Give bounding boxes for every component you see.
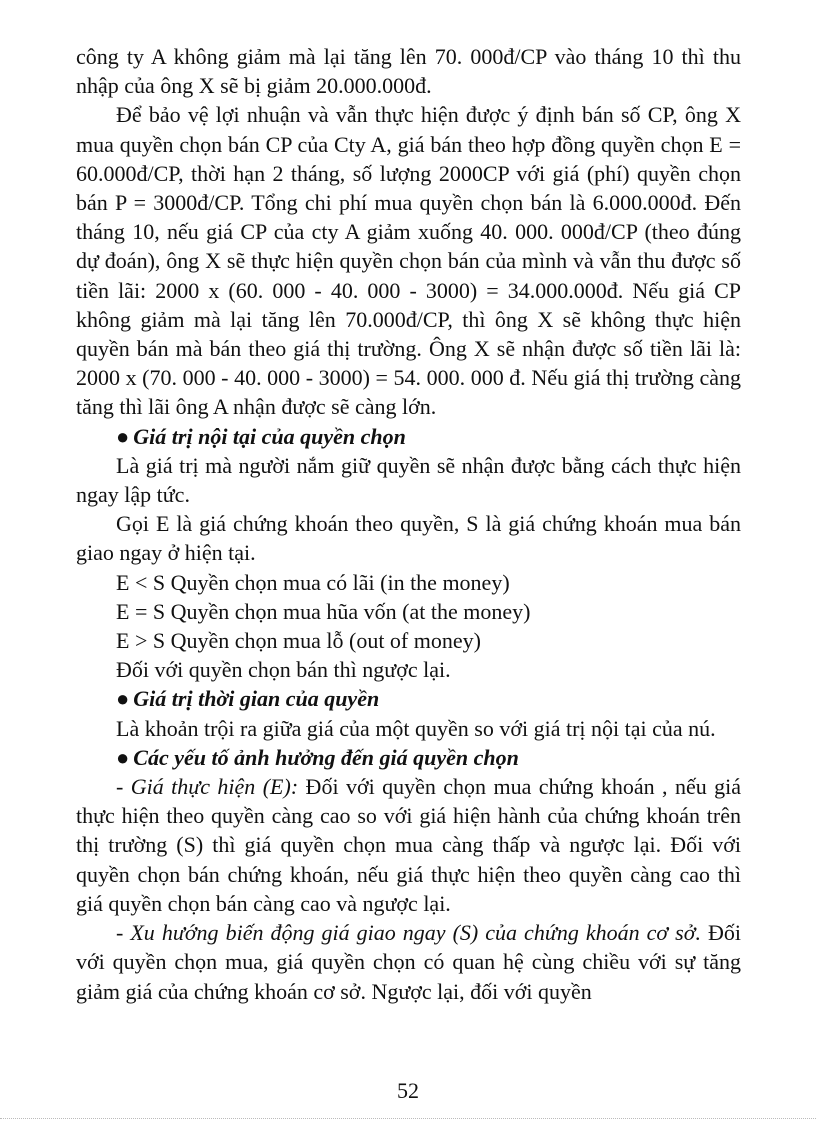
heading-text: Giá trị thời gian của quyền bbox=[133, 686, 380, 712]
term-label: - Giá thực hiện (E): bbox=[116, 774, 299, 800]
bullet-icon: ● bbox=[116, 686, 130, 712]
case-out-of-money: E > S Quyền chọn mua lỗ (out of money) bbox=[116, 628, 481, 654]
bullet-icon: ● bbox=[116, 423, 130, 449]
heading-intrinsic-value bbox=[76, 422, 741, 451]
page-body bbox=[76, 42, 741, 1006]
paragraph-spot-trend bbox=[76, 918, 741, 1006]
case-put-option: Đối với quyền chọn bán thì ngược lại. bbox=[116, 657, 451, 683]
paragraph-intrinsic-definition: Là giá trị mà người nắm giữ quyền sẽ nhận được bằng cách thực hiện ngay lập tức. bbox=[76, 452, 741, 508]
case-in-the-money: E < S Quyền chọn mua có lãi (in the money) bbox=[116, 569, 510, 595]
heading-time-value bbox=[76, 684, 741, 713]
bullet-icon: ● bbox=[116, 744, 130, 770]
page-edge-divider bbox=[0, 1118, 816, 1119]
case-at-the-money: E = S Quyền chọn mua hũa vốn (at the money) bbox=[116, 598, 531, 624]
paragraph-example: Để bảo vệ lợi nhuận và vẫn thực hiện được ý định bán số CP, ông X mua quyền chọn bán CP của Cty A, giá bán theo hợp đồng quyền chọn E = 60.000đ/CP, thời hạn 2 tháng, số lượng 2000CP với giá (phí) quyền chọn bán P = 3000đ/CP. Tổng chi phí mua quyền chọn bán là 6.000.000đ. Đến tháng 10, nếu giá CP của cty A giảm xuống 40. 000. 000đ/CP (theo đúng dự đoán), ông X sẽ thực hiện quyền chọn bán của mình và vẫn thu được số tiền lãi: 2000 x (60. 000 - 40. 000 - 3000) = 34.000.000đ. Nếu giá CP không giảm mà lại tăng lên 70.000đ/CP, thì ông X sẽ không thực hiện quyền bán mà bán theo giá thị trường. Ông X sẽ nhận được số tiền lãi là: 2000 x (70. 000 - 40. 000 - 3000) = 54. 000. 000 đ. Nếu giá thị trường càng tăng thì lãi ông A nhận được sẽ càng lớn. bbox=[76, 102, 741, 420]
heading-factors bbox=[76, 743, 741, 772]
term-label: - Xu hướng biến động giá giao ngay (S) của chứng khoán cơ sở. bbox=[116, 920, 701, 946]
paragraph-text: Đối với quyền chọn mua chứng khoán , nếu giá thực hiện theo quyền càng cao so với giá hiện hành của chứng khoán trên thị trường (S) thì giá quyền chọn mua càng thấp và ngược lại. Đối với quyền chọn bán chứng khoán, nếu giá thực hiện theo quyền càng cao thì giá quyền chọn bán càng cao và ngược lại. bbox=[76, 774, 741, 916]
paragraph-text: Đối với quyền chọn mua, giá quyền chọn có quan hệ cùng chiều với sự tăng giảm giá của chứng khoán cơ sở. Ngược lại, đối với quyền bbox=[76, 920, 742, 1004]
paragraph-continued: công ty A không giảm mà lại tăng lên 70. 000đ/CP vào tháng 10 thì thu nhập của ông X sẽ bị giảm 20.000.000đ. bbox=[76, 44, 741, 99]
paragraph-notation: Gọi E là giá chứng khoán theo quyền, S là giá chứng khoán mua bán giao ngay ở hiện tại. bbox=[76, 511, 741, 566]
page-number: 52 bbox=[397, 1078, 419, 1103]
paragraph-time-value: Là khoản trội ra giữa giá của một quyền so với giá trị nội tại của nú. bbox=[116, 715, 716, 741]
heading-text: Các yếu tố ảnh hưởng đến giá quyền chọn bbox=[133, 744, 519, 770]
paragraph-strike-price bbox=[76, 772, 741, 918]
heading-text: Giá trị nội tại của quyền chọn bbox=[133, 423, 406, 449]
